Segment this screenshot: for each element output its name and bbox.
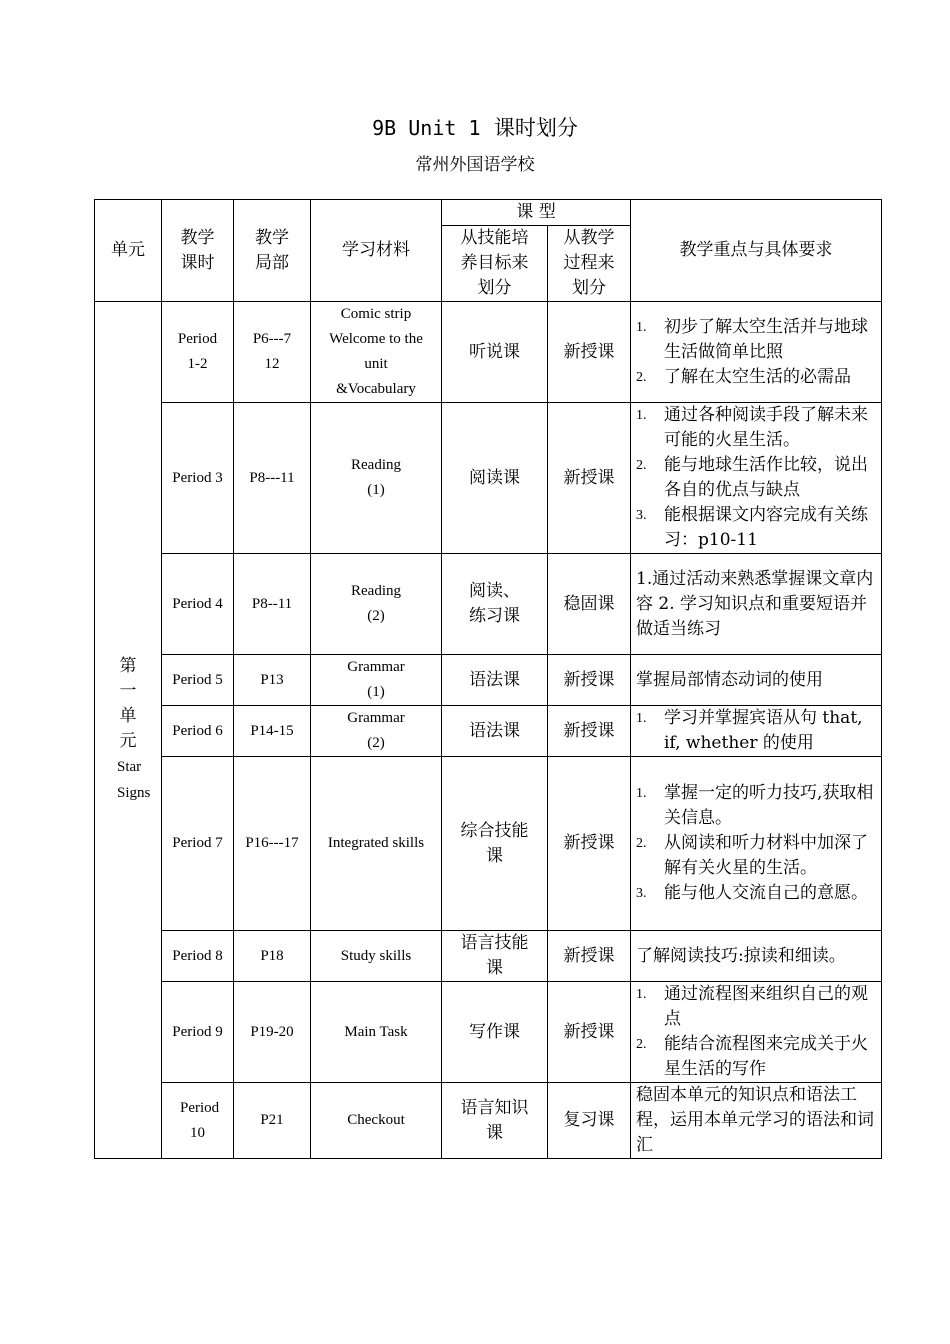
requirement-item: 1. 通过流程图来组织自己的观点	[636, 984, 868, 1029]
table-row	[95, 403, 882, 554]
table-row	[95, 554, 882, 655]
period-cell: Period 1-2	[162, 302, 234, 403]
title-text: 课时划分	[493, 116, 578, 140]
material-cell: Checkout	[311, 1083, 442, 1159]
requirement-item: 2. 了解在太空生活的必需品	[636, 366, 851, 387]
process-type-cell: 新授课	[548, 302, 631, 403]
pages-cell: P8---11	[234, 403, 311, 554]
requirement-item: 1. 掌握一定的听力技巧,获取相关信息。	[636, 783, 874, 828]
header-unit: 单元	[95, 200, 162, 302]
period-cell: Period 6	[162, 706, 234, 757]
pages-cell: P14-15	[234, 706, 311, 757]
requirement-item: 1. 通过各种阅读手段了解未来可能的火星生活。	[636, 405, 868, 450]
header-requirements: 教学重点与具体要求	[631, 200, 882, 302]
skill-type-cell: 语法课	[442, 655, 548, 706]
pages-cell: P16---17	[234, 757, 311, 931]
requirement-item: 1. 初步了解太空生活并与地球生活做简单比照	[636, 316, 868, 362]
material-cell: Grammar (1)	[311, 655, 442, 706]
skill-type-cell: 写作课	[442, 982, 548, 1083]
requirement-item: 1. 学习并掌握宾语从句 that, if, whether 的使用	[636, 708, 863, 753]
header-pages: 教学局部	[234, 200, 311, 302]
pages-cell: P6---7 12	[234, 302, 311, 403]
table-row	[95, 302, 882, 403]
header-type: 课 型	[442, 200, 631, 226]
period-cell: Period 10	[162, 1083, 234, 1159]
unit-name-cn: 第一单元	[119, 656, 137, 751]
material-cell: Reading (2)	[311, 554, 442, 655]
requirements-cell: 掌握局部情态动词的使用	[631, 655, 882, 706]
skill-type-cell: 阅读课	[442, 403, 548, 554]
table-row	[95, 706, 882, 757]
title-code: 9B Unit 1	[372, 116, 481, 140]
period-cell: Period 3	[162, 403, 234, 554]
header-material: 学习材料	[311, 200, 442, 302]
period-cell: Period 7	[162, 757, 234, 931]
process-type-cell: 复习课	[548, 1083, 631, 1159]
requirements-cell: 1.通过活动来熟悉掌握课文章内容 2. 学习知识点和重要短语并做适当练习	[631, 554, 882, 655]
skill-type-cell: 语法课	[442, 706, 548, 757]
period-cell: Period 5	[162, 655, 234, 706]
table-row	[95, 655, 882, 706]
material-cell: Reading (1)	[311, 403, 442, 554]
requirements-cell	[631, 757, 882, 931]
unit-name-en1: Star	[117, 759, 142, 775]
process-type-cell: 新授课	[548, 403, 631, 554]
requirements-cell: 了解阅读技巧:掠读和细读。	[631, 931, 882, 982]
skill-type-cell: 综合技能课	[442, 757, 548, 931]
pages-cell: P18	[234, 931, 311, 982]
requirements-cell	[631, 302, 882, 403]
pages-cell: P13	[234, 655, 311, 706]
requirement-item: 3. 能与他人交流自己的意愿。	[636, 883, 868, 903]
process-type-cell: 新授课	[548, 706, 631, 757]
schedule-table	[94, 199, 882, 1159]
skill-type-cell: 语言知识课	[442, 1083, 548, 1159]
period-cell: Period 8	[162, 931, 234, 982]
table-row	[95, 982, 882, 1083]
material-cell: Grammar (2)	[311, 706, 442, 757]
requirement-item: 2. 能结合流程图来完成关于火星生活的写作	[636, 1034, 868, 1079]
requirements-cell	[631, 706, 882, 757]
material-cell: Study skills	[311, 931, 442, 982]
skill-type-cell: 听说课	[442, 302, 548, 403]
skill-type-cell: 阅读、练习课	[442, 554, 548, 655]
table-row	[95, 757, 882, 931]
unit-name-en2: Signs	[117, 785, 151, 801]
requirement-item: 2. 从阅读和听力材料中加深了解有关火星的生活。	[636, 833, 868, 878]
process-type-cell: 新授课	[548, 982, 631, 1083]
pages-cell: P19-20	[234, 982, 311, 1083]
page-title	[0, 112, 950, 142]
pages-cell: P21	[234, 1083, 311, 1159]
header-type-skill: 从技能培养目标来划分	[442, 226, 548, 302]
material-cell: Integrated skills	[311, 757, 442, 931]
table-row	[95, 931, 882, 982]
requirements-cell: 稳固本单元的知识点和语法工程，运用本单元学习的语法和词汇	[631, 1083, 882, 1159]
process-type-cell: 稳固课	[548, 554, 631, 655]
header-type-process: 从教学过程来划分	[548, 226, 631, 302]
material-cell: Main Task	[311, 982, 442, 1083]
requirement-item: 3. 能根据课文内容完成有关练习：p10-11	[636, 505, 868, 550]
skill-type-cell: 语言技能课	[442, 931, 548, 982]
pages-cell: P8--11	[234, 554, 311, 655]
process-type-cell: 新授课	[548, 757, 631, 931]
process-type-cell: 新授课	[548, 931, 631, 982]
requirements-cell	[631, 403, 882, 554]
period-cell: Period 4	[162, 554, 234, 655]
period-cell: Period 9	[162, 982, 234, 1083]
material-cell: Comic strip Welcome to the unit &Vocabulary	[311, 302, 442, 403]
requirements-cell	[631, 982, 882, 1083]
requirement-item: 2. 能与地球生活作比较，说出各自的优点与缺点	[636, 455, 868, 500]
process-type-cell: 新授课	[548, 655, 631, 706]
table-row	[95, 1083, 882, 1159]
unit-cell	[95, 302, 162, 1159]
header-period: 教学课时	[162, 200, 234, 302]
school-name: 常州外国语学校	[415, 155, 535, 175]
